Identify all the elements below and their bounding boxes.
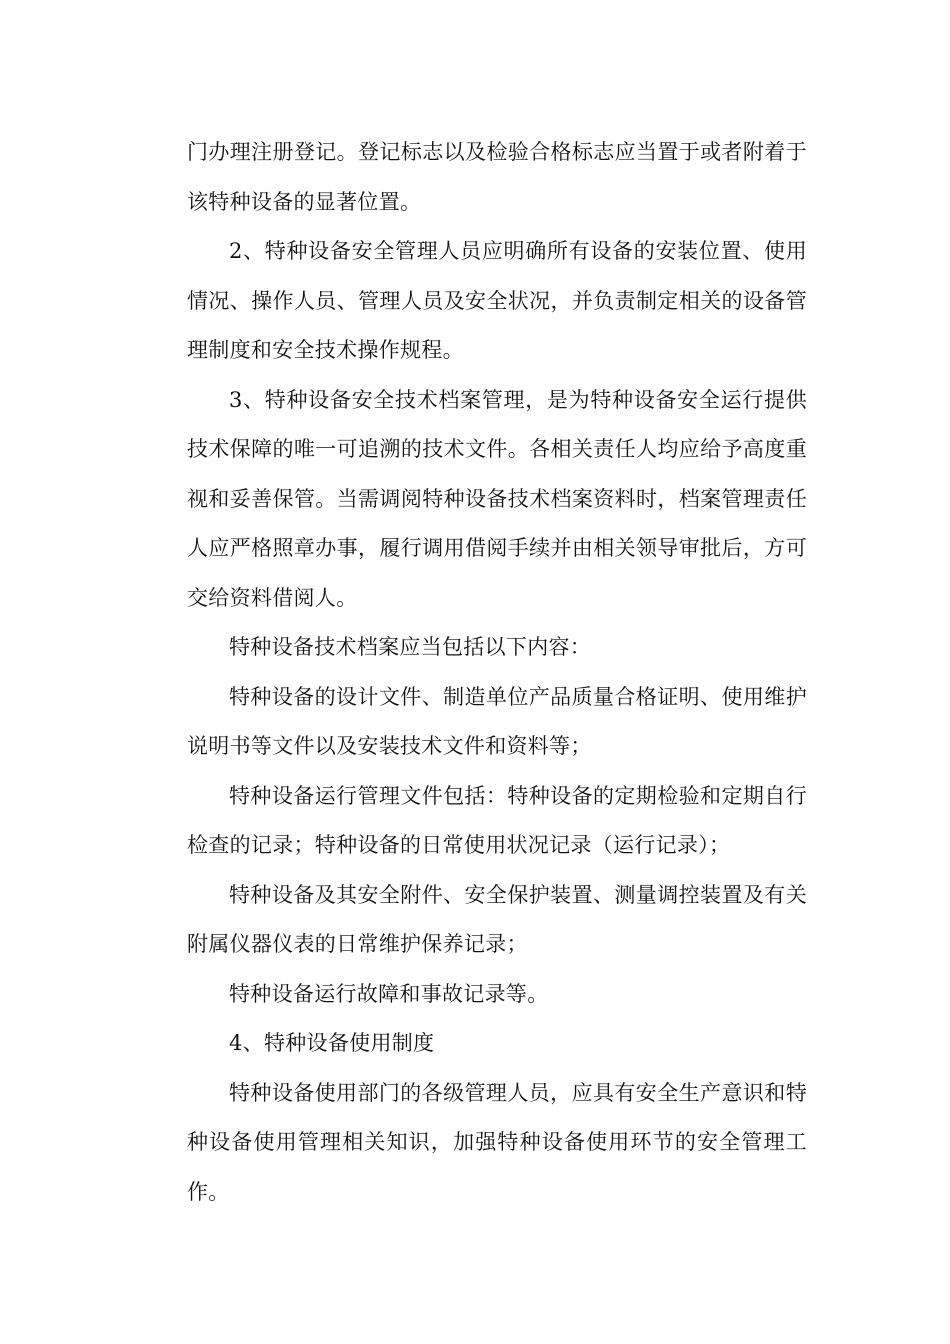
paragraph-item-2: 2、特种设备安全管理人员应明确所有设备的安装位置、使用情况、操作人员、管理人员及安全状况，并负责制定相关的设备管理制度和安全技术操作规程。 xyxy=(187,239,807,362)
body-text xyxy=(187,128,807,1217)
paragraph-usage-management: 特种设备使用部门的各级管理人员，应具有安全生产意识和特种设备使用管理相关知识，加强特种设备使用环节的安全管理工作。 xyxy=(187,1080,807,1204)
paragraph-fault-records: 特种设备运行故障和事故记录等。 xyxy=(229,981,549,1006)
paragraph-registration-continued: 门办理注册登记。登记标志以及检验合格标志应当置于或者附着于该特种设备的显著位置。 xyxy=(187,140,807,214)
section-heading-item-4: 4、特种设备使用制度 xyxy=(229,1031,435,1055)
paragraph-operation-documents: 特种设备运行管理文件包括：特种设备的定期检验和定期自行检查的记录；特种设备的日常使用状况记录（运行记录）； xyxy=(187,783,807,857)
paragraph-maintenance-records: 特种设备及其安全附件、安全保护装置、测量调控装置及有关附属仪器仪表的日常维护保养记录； xyxy=(187,882,807,956)
paragraph-item-3: 3、特种设备安全技术档案管理，是为特种设备安全运行提供技术保障的唯一可追溯的技术文件。各相关责任人均应给予高度重视和妥善保管。当需调阅特种设备技术档案资料时，档案管理责任人应严格照章办事，履行调用借阅手续并由相关领导审批后，方可交给资料借阅人。 xyxy=(187,387,807,610)
paragraph-archive-contents-intro: 特种设备技术档案应当包括以下内容： xyxy=(229,635,592,659)
paragraph-design-documents: 特种设备的设计文件、制造单位产品质量合格证明、使用维护说明书等文件以及安装技术文件和资料等； xyxy=(187,684,807,758)
